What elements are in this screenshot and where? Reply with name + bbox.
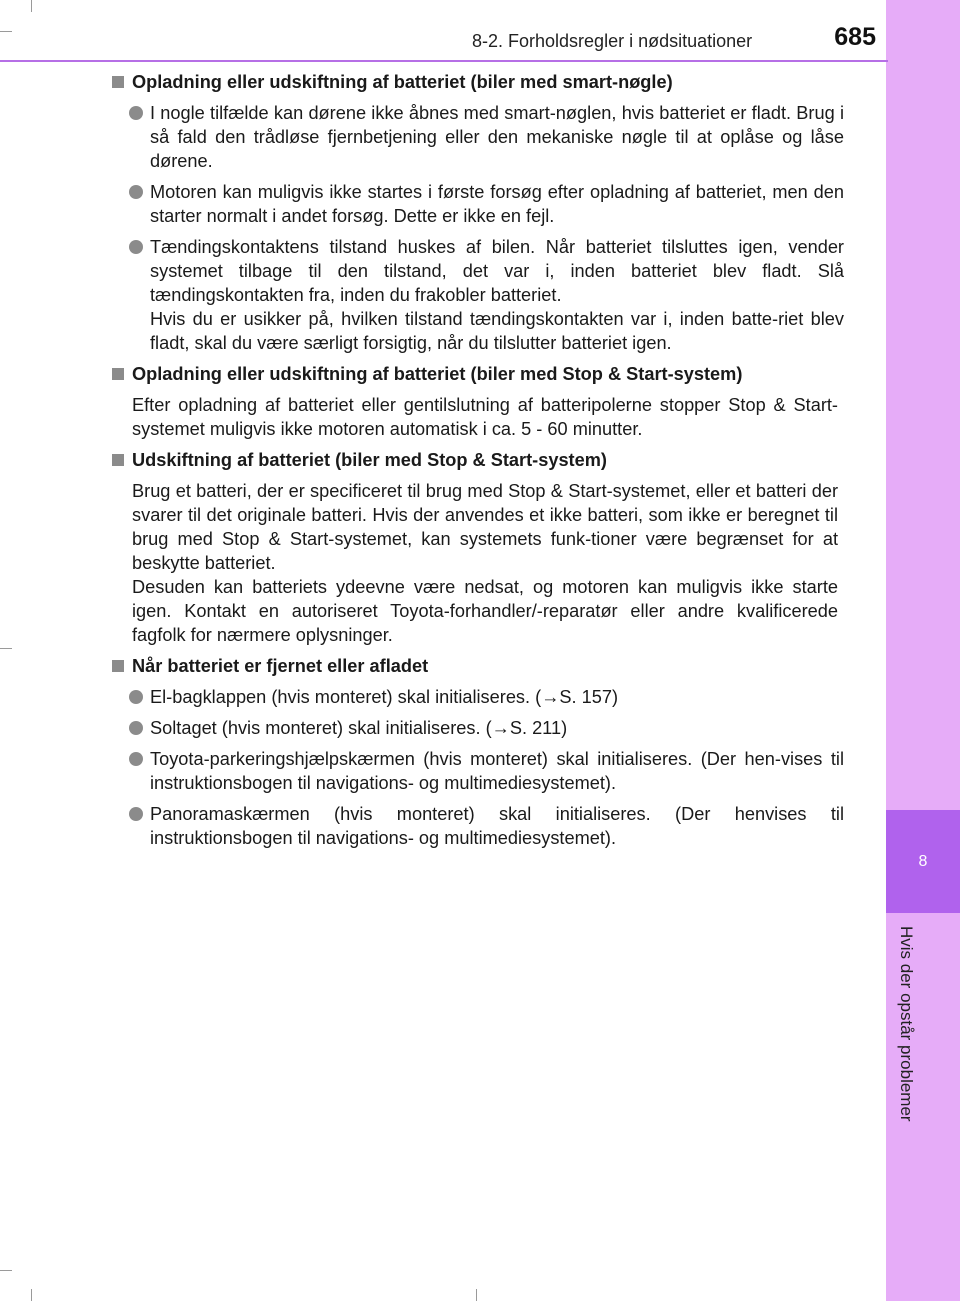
crop-mark	[476, 1289, 477, 1301]
list-item: Tændingskontaktens tilstand huskes af bilen. Når batteriet tilsluttes igen, vender systemet tilbage til den tilstand, det var i, inden batteriet blev fladt. Slå tændingskontakten fra, inden du frakobler batteriet.	[112, 235, 844, 307]
square-bullet-icon	[112, 76, 124, 88]
header-rule	[0, 60, 888, 62]
crop-mark	[0, 1270, 12, 1271]
square-bullet-icon	[112, 660, 124, 672]
section-heading: Når batteriet er fjernet eller afladet	[112, 654, 844, 678]
list-item: El-bagklappen (hvis monteret) skal initialiseres. (→S. 157)	[112, 685, 844, 709]
round-bullet-icon	[129, 721, 143, 735]
crop-mark	[31, 1289, 32, 1301]
list-item: Toyota-parkeringshjælpskærmen (hvis monteret) skal initialiseres. (Der hen-vises til instruktionsbogen til navigations- og multimediesystemet).	[112, 747, 844, 795]
page-content	[112, 70, 844, 857]
section-heading: Udskiftning af batteriet (biler med Stop & Start-system)	[112, 448, 844, 472]
section-heading: Opladning eller udskiftning af batteriet (biler med Stop & Start-system)	[112, 362, 844, 386]
round-bullet-icon	[129, 690, 143, 704]
list-item: Panoramaskærmen (hvis monteret) skal initialiseres. (Der henvises til instruktionsbogen til navigations- og multimediesystemet).	[112, 802, 844, 850]
crop-mark	[0, 31, 12, 32]
chapter-title: Hvis der opstår problemer	[897, 926, 916, 1122]
paragraph: Brug et batteri, der er specificeret til brug med Stop & Start-systemet, eller et batteri der svarer til det originale batteri. Hvis der anvendes et ikke batteri, som ikke er beregnet til brug med Stop & Start-systemet, kan systemets funk-tioner være begrænset for at beskytte batteriet.	[132, 481, 838, 573]
round-bullet-icon	[129, 807, 143, 821]
round-bullet-icon	[129, 752, 143, 766]
list-item: I nogle tilfælde kan dørene ikke åbnes med smart-nøglen, hvis batteriet er fladt. Brug i så fald den trådløse fjernbetjening eller den mekaniske nøgle til at oplåse og låse dørene.	[112, 101, 844, 173]
round-bullet-icon	[129, 240, 143, 254]
list-item: Soltaget (hvis monteret) skal initialiseres. (→S. 211)	[112, 716, 844, 740]
round-bullet-icon	[129, 106, 143, 120]
paragraph: Efter opladning af batteriet eller gentilslutning af batteripolerne stopper Stop & Start-systemet muligvis ikke motoren automatisk i ca. 5 - 60 minutter.	[132, 395, 838, 439]
crop-mark	[31, 0, 32, 12]
square-bullet-icon	[112, 454, 124, 466]
crop-mark	[0, 648, 12, 649]
paragraph: Desuden kan batteriets ydeevne være nedsat, og motoren kan muligvis ikke starte igen. Kontakt en autoriseret Toyota-forhandler/-reparatør eller andre kvalificerede fagfolk for nærmere oplysninger.	[132, 577, 838, 645]
round-bullet-icon	[129, 185, 143, 199]
list-item-continuation: Hvis du er usikker på, hvilken tilstand tændingskontakten var i, inden batte-riet blev fladt, skal du være særligt forsigtig, når du tilslutter batteriet igen.	[150, 309, 844, 353]
list-item: Motoren kan muligvis ikke startes i første forsøg efter opladning af batteriet, men den starter normalt i andet forsøg. Dette er ikke en fejl.	[112, 180, 844, 228]
section-heading: Opladning eller udskiftning af batteriet (biler med smart-nøgle)	[112, 70, 844, 94]
square-bullet-icon	[112, 368, 124, 380]
page-number: 685	[834, 23, 876, 51]
chapter-number: 8	[918, 853, 928, 870]
section-header: 8-2. Forholdsregler i nødsituationer	[472, 31, 753, 51]
